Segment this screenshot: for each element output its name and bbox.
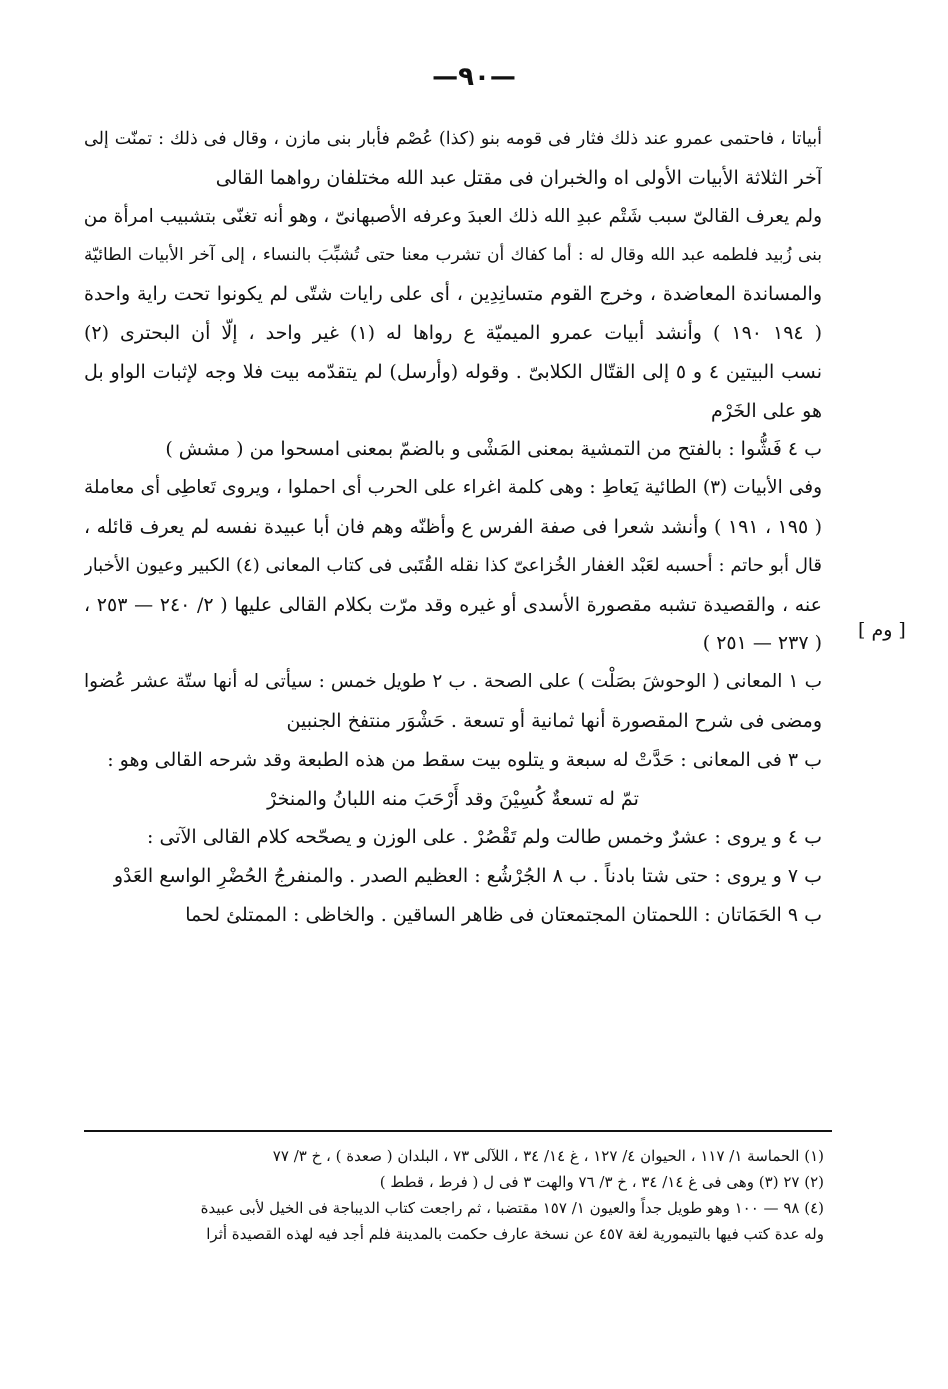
footnote: وله عدة كتب فيها بالتيمورية لغة ٤٥٧ عن نسخة عارف حكمت بالمدينة فلم أجد فيه لهذه القصيدة أثرا <box>206 1225 824 1243</box>
footnote: (٤) ٩٨ — ١٠٠ وهو طويل جداً والعيون ١/ ١٥٧ مقتضبا ، ثم راجعت كتاب الديباجة فى الخيل لأبى عبيدة <box>200 1199 824 1217</box>
text-line: ( ٢٣٧ — ٢٥١ ) <box>702 632 822 655</box>
verse-line: تمّ له تسعةٌ كُسِيْنَ وقد أَرْحَبَ منه اللبانُ والمنخرْ <box>267 787 639 810</box>
text-line: ب ٤ و يروى : عشرٌ وخمس طالت ولم تَقْصُرْ . على الوزن و يصحّحه كلام القالى الآتى : <box>147 826 822 849</box>
text-line: ( ١٩٤ ١٩٠ ) وأنشد أبيات عمرو الميميّة ع رواها له (١) غير واحد ، إلّا أن البحترى (٢) <box>84 321 822 344</box>
footnote: (١) الحماسة ١/ ١١٧ ، الحيوان ٤/ ١٢٧ ، غ ١٤/ ٣٤ ، اللآلى ٧٣ ، البلدان ( صعدة ) ، خ ٣/ ٧٧ <box>272 1147 824 1165</box>
text-line: هو على الخَرْم <box>711 399 822 422</box>
footnote-divider <box>84 1130 832 1132</box>
main-text <box>84 120 822 935</box>
text-line: آخر الثلاثة الأبيات الأولى اه والخبران فى مقتل عبد الله مختلفان رواهما القالى <box>215 166 822 189</box>
text-line: عنه ، والقصيدة تشبه مقصورة الأسدى أو غيره وقد مرّت بكلام القالى عليها ( ٢/ ٢٤٠ — ٢٥٣ ، <box>84 593 822 616</box>
text-line: وفى الأبيات (٣) الطائية يَعاطِ : وهى كلمة اغراء على الحرب أى احملوا ، ويروى تَعاطِى أى معاملة <box>84 477 822 499</box>
margin-note: [ وم ] <box>858 619 906 641</box>
text-line: أبياتا ، فاحتمى عمرو عند ذلك فثار فى قومه بنو (كذا) عُصْم فأبار بنى مازن ، وقال فى ذلك : تمنّت إلى <box>84 129 822 149</box>
text-line: ب ٩ الحَمَاتان : اللحمتان المجتمعتان فى ظاهر الساقين . والخاظى : الممتلئ لحما <box>185 903 822 926</box>
text-line: قال أبو حاتم : أحسبه لعَبْد الغفار الخُزاعىّ كذا نقله القُتَبى فى كتاب المعانى (٤) الكبير وعيون الأخبار <box>84 554 822 576</box>
text-line: ومضى فى شرح المقصورة أنها ثمانية أو تسعة . حَشْوَر منتفخ الجنبين <box>286 709 822 732</box>
text-line: ب ٧ و يروى : حتى شتا بادناً . ب ٨ الجُرْشُع : العظيم الصدر . والمنفرجُ الحُضْرِ الواسع العَدْو <box>113 865 822 888</box>
text-line: ب ٤ فَشُّوا : بالفتح من التمشية بمعنى المَشْى و بالضمّ بمعنى امسحوا من ( مشش ) <box>165 438 822 461</box>
text-line: بنى زُبيد فلطمه عبد الله وقال له : أما كفاك أن تشرب معنا حتى تُشبِّبَ بالنساء ، إلى آخر الأبيات الطائيّة <box>84 245 822 266</box>
page-number: —٩٠— <box>432 62 516 92</box>
text-line: والمساندة المعاضدة ، وخرج القوم متسانِدِين ، أى على رايات شتّى لم يكونوا تحت راية واحدة <box>84 283 822 306</box>
footnotes <box>84 1143 824 1247</box>
text-line: ( ١٩٥ ، ١٩١ ) وأنشد شعرا فى صفة الفرس ع وأظنّه وهم فان أبا عبيدة نفسه لم يعرف قائله ، <box>84 515 822 538</box>
text-line: نسب البيتين ٤ و ٥ إلى القتّال الكلابىّ . وقوله (وأرسل) لم يتقدّمه بيت فلا وجه لإثبات الواو بل <box>84 360 822 383</box>
text-line: ولم يعرف القالىّ سبب شَتْم عبدِ الله ذلك العبدَ وعرفه الأصبهانىّ ، وهو أنه تغنّى بتشبيب امرأة من <box>84 205 822 227</box>
text-line: ب ٣ فى المعانى : حَدَّتْ له سبعة و يتلوه بيت سقط من هذه الطبعة وقد شرحه القالى وهو : <box>107 748 822 771</box>
text-line: ب ١ المعانى ( الوحوشَ بصَلْت ) على الصحة . ب ٢ طويل خمس : سيأتى له أنها ستّة عشر عُضوا <box>84 671 822 693</box>
footnote: (٢) ٢٧ (٣) وهى فى غ ١٤/ ٣٤ ، خ ٣/ ٧٦ والهت ٣ فى ل ( فرط ، قطط ) <box>379 1173 824 1191</box>
